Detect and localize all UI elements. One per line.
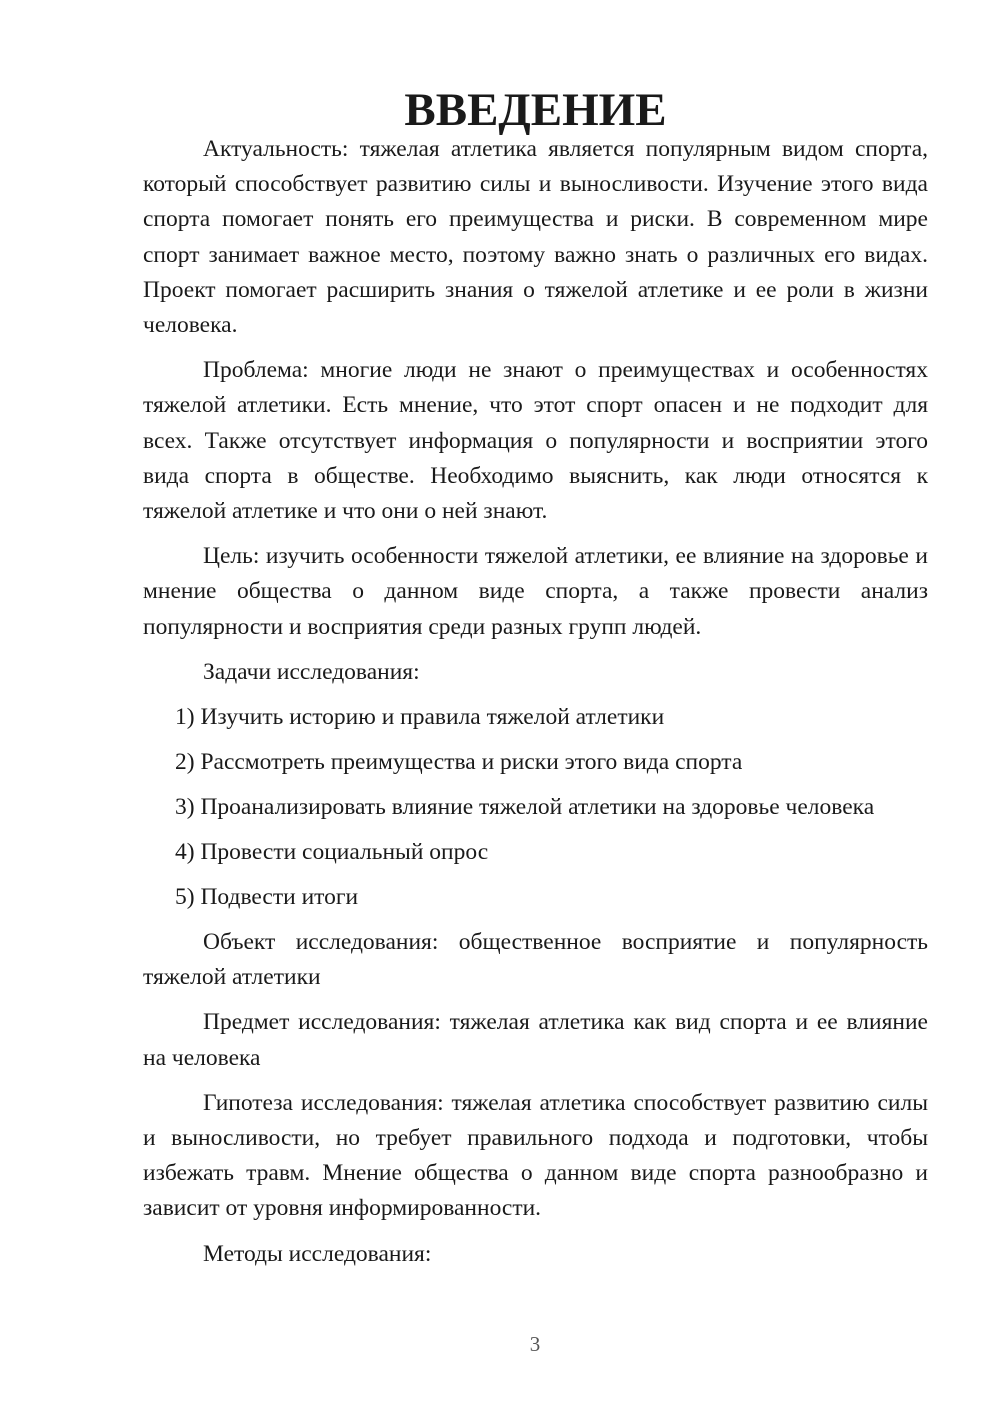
tasks-title: Задачи исследования: [203, 658, 420, 685]
list-item: 4) Провести социальный опрос [175, 839, 489, 866]
relevance-paragraph: Актуальность: тяжелая атлетика является популярным видом спорта, который способствует развитию силы и выносливости. Изучение этого вида спорта помогает понять его преимущества и риски. В современном мире спорт занимает важное место, поэтому важно знать о различных его видах. Проект помогает расширить знания о тяжелой атлетике и ее роли в жизни человека. [143, 136, 928, 339]
list-item: 3) Проанализировать влияние тяжелой атлетики на здоровье человека [175, 794, 875, 821]
page-content [143, 84, 928, 1282]
problem-paragraph: Проблема: многие люди не знают о преимуществах и особенностях тяжелой атлетики. Есть мнение, что этот спорт опасен и не подходит для всех. Также отсутствует информация о популярности и восприятии этого вида спорта в обществе. Необходимо выяснить, как люди относятся к тяжелой атлетике и что они о ней знают. [143, 357, 928, 525]
tasks-list [143, 700, 928, 915]
object-paragraph: Объект исследования: общественное восприятие и популярность тяжелой атлетики [143, 929, 928, 991]
goal-paragraph: Цель: изучить особенности тяжелой атлетики, ее влияние на здоровье и мнение общества о данном виде спорта, а также провести анализ популярности и восприятия среди разных групп людей. [143, 543, 928, 640]
list-item: 5) Подвести итоги [175, 884, 359, 911]
subject-paragraph: Предмет исследования: тяжелая атлетика как вид спорта и ее влияние на человека [143, 1009, 928, 1071]
methods-paragraph: Методы исследования: [203, 1240, 432, 1267]
hypothesis-paragraph: Гипотеза исследования: тяжелая атлетика способствует развитию силы и выносливости, но требует правильного подхода и подготовки, чтобы избежать травм. Мнение общества о данном виде спорта разнообразно и зависит от уровня информированности. [143, 1089, 928, 1222]
section-heading: ВВЕДЕНИЕ [404, 84, 667, 136]
list-item: 1) Изучить историю и правила тяжелой атлетики [175, 704, 665, 731]
list-item: 2) Рассмотреть преимущества и риски этого вида спорта [175, 749, 743, 776]
page-number: 3 [529, 1332, 541, 1356]
